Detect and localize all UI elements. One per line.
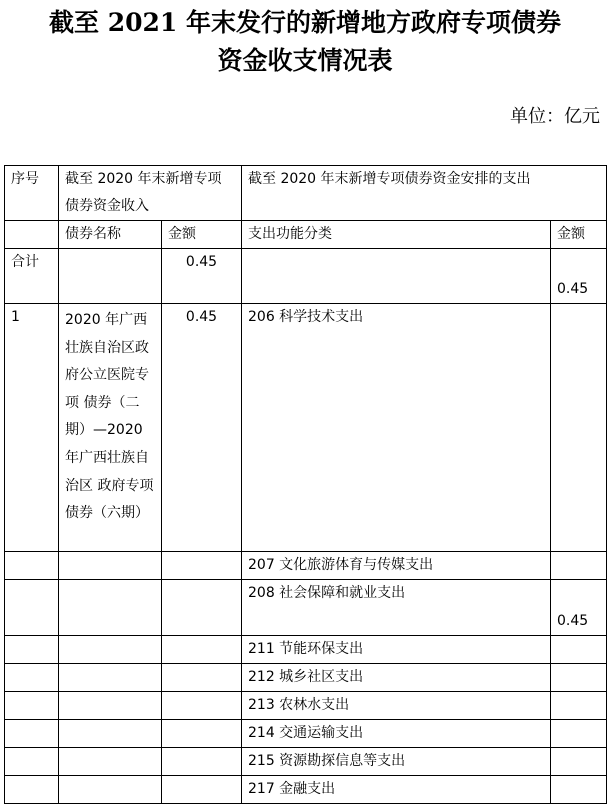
category-amount	[551, 304, 607, 552]
unit-label: 单位：亿元	[510, 106, 600, 127]
total-label: 合计	[5, 249, 59, 304]
category-name: 214 交通运输支出	[242, 720, 551, 748]
header-seq: 序号	[5, 166, 59, 221]
category-amount	[551, 692, 607, 720]
category-amount	[551, 664, 607, 692]
table-row	[5, 748, 607, 776]
header-expense: 截至 2020 年末新增专项债券资金安排的支出	[242, 166, 607, 221]
header-bond-name: 债券名称	[59, 221, 162, 249]
table-row	[5, 636, 607, 664]
category-name: 215 资源勘探信息等支出	[242, 748, 551, 776]
document-title-line2: 资金收支情况表	[217, 46, 393, 75]
bond-name: 2020 年广西壮族自治区政府公立医院专项 债券（二期）—2020年广西壮族自治区 政府专项债券（六期）	[59, 304, 162, 552]
total-amount: 0.45	[162, 249, 242, 304]
header-empty-cell	[5, 221, 59, 249]
table-row	[5, 692, 607, 720]
category-name: 207 文化旅游体育与传媒支出	[242, 552, 551, 580]
table-row	[5, 552, 607, 580]
header-row-2	[5, 221, 607, 249]
category-name: 211 节能环保支出	[242, 636, 551, 664]
header-income: 截至 2020 年末新增专项债券资金收入	[59, 166, 242, 221]
category-amount: 0.45	[551, 580, 607, 636]
total-bond-name	[59, 249, 162, 304]
category-amount	[551, 748, 607, 776]
category-name: 217 金融支出	[242, 776, 551, 804]
funds-table	[4, 165, 607, 804]
header-expense-amount: 金额	[551, 221, 607, 249]
category-amount	[551, 636, 607, 664]
row-seq: 1	[5, 304, 59, 552]
total-expense-amount: 0.45	[551, 249, 607, 304]
category-name: 212 城乡社区支出	[242, 664, 551, 692]
category-amount	[551, 776, 607, 804]
table-row	[5, 720, 607, 748]
document-title-line1: 截至 2021 年末发行的新增地方政府专项债券	[49, 8, 561, 37]
table-row	[5, 580, 607, 636]
bond-amount: 0.45	[162, 304, 242, 552]
category-name: 213 农林水支出	[242, 692, 551, 720]
category-amount	[551, 552, 607, 580]
category-name: 208 社会保障和就业支出	[242, 580, 551, 636]
table-row	[5, 304, 607, 552]
category-amount	[551, 720, 607, 748]
header-amount: 金额	[162, 221, 242, 249]
total-category	[242, 249, 551, 304]
table-row	[5, 664, 607, 692]
total-row	[5, 249, 607, 304]
category-name: 206 科学技术支出	[242, 304, 551, 552]
header-row-1	[5, 166, 607, 221]
header-category: 支出功能分类	[242, 221, 551, 249]
table-row	[5, 776, 607, 804]
